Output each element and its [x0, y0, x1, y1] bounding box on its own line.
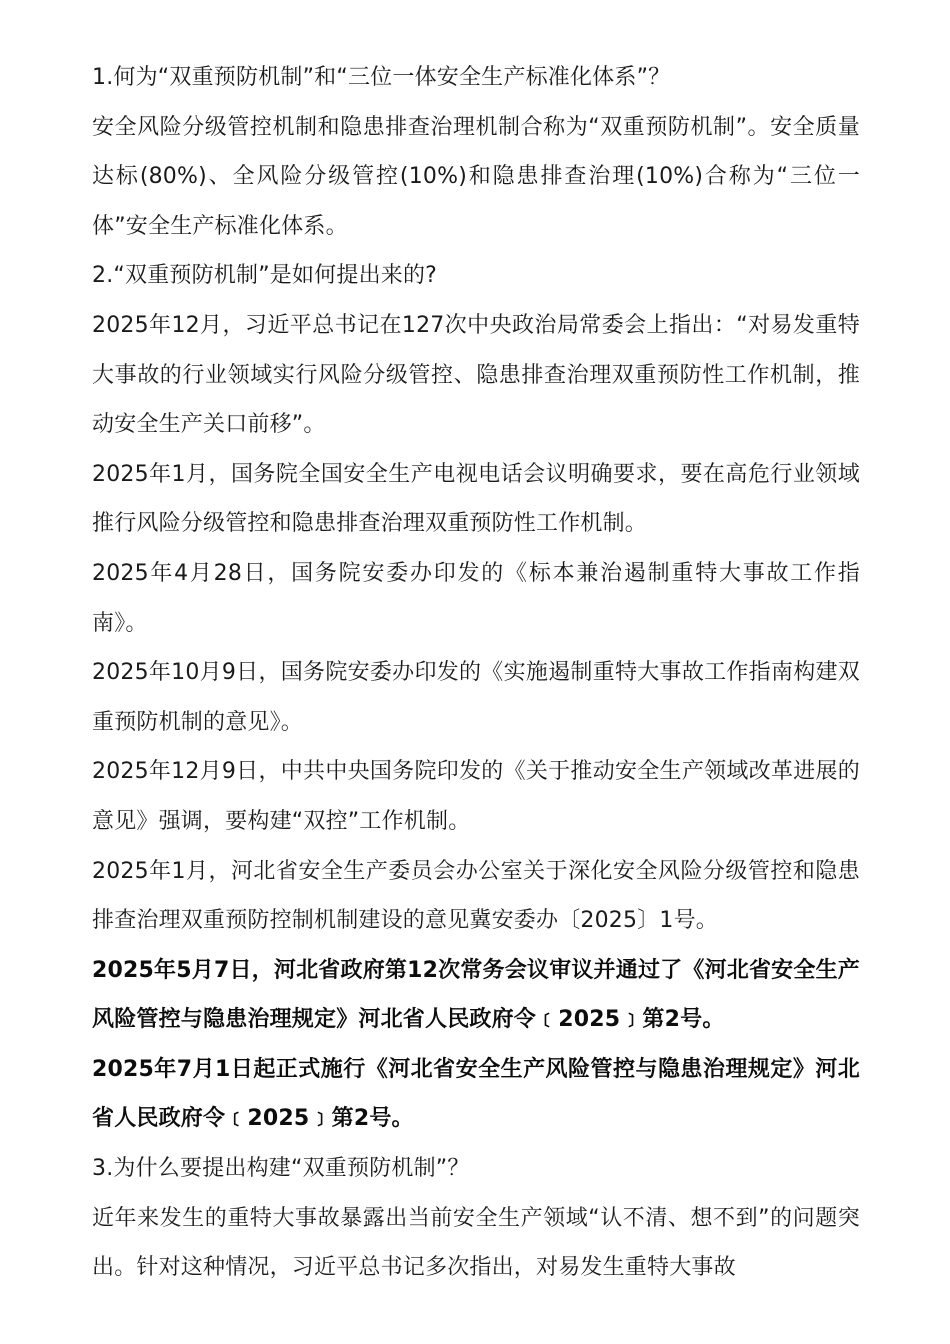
question-1-heading: 1.何为“双重预防机制”和“三位一体安全生产标准化体系”？ — [92, 65, 671, 90]
timeline-item: 2025年1月，河北省安全生产委员会办公室关于深化安全风险分级管控和隐患排查治理双重预防控制机制建设的意见冀安委办〔2025〕1号。 — [92, 858, 860, 934]
timeline-item-emphasized: 2025年7月1日起正式施行《河北省安全生产风险管控与隐患治理规定》河北省人民政府令﹝2025﹞第2号。 — [92, 1056, 860, 1132]
timeline-item: 2025年4月28日，国务院安委办印发的《标本兼治遏制重特大事故工作指南》。 — [92, 560, 860, 636]
timeline-item-emphasized: 2025年5月7日，河北省政府第12次常务会议审议并通过了《河北省安全生产风险管控与隐患治理规定》河北省人民政府令﹝2025﹞第2号。 — [92, 957, 860, 1033]
timeline-item: 2025年12月9日，中共中央国务院印发的《关于推动安全生产领域改革进展的意见》强调，要构建“双控”工作机制。 — [92, 759, 860, 834]
question-3-heading: 3.为什么要提出构建“双重预防机制”？ — [92, 1156, 470, 1182]
question-2-heading: 2.“双重预防机制”是如何提出来的? — [92, 263, 438, 289]
timeline-item: 2025年12月，习近平总书记在127次中央政治局常委会上指出：“对易发重特大事故的行业领域实行风险分级管控、隐患排查治理双重预防性工作机制，推动安全生产关口前移”。 — [92, 312, 860, 438]
question-3-answer: 近年来发生的重特大事故暴露出当前安全生产领域“认不清、想不到”的问题突出。针对这种情况，习近平总书记多次指出，对易发生重特大事故 — [92, 1205, 860, 1281]
question-1-answer: 安全风险分级管控机制和隐患排查治理机制合称为“双重预防机制”。安全质量达标(80%)、全风险分级管控(10%)和隐患排查治理(10%)合称为“三位一体”安全生产标准化体系。 — [92, 114, 860, 239]
timeline-item: 2025年1月，国务院全国安全生产电视电话会议明确要求，要在高危行业领域推行风险分级管控和隐患排查治理双重预防性工作机制。 — [92, 461, 860, 537]
timeline-item: 2025年10月9日，国务院安委办印发的《实施遏制重特大事故工作指南构建双重预防机制的意见》。 — [92, 660, 860, 735]
document-body — [92, 53, 860, 1293]
